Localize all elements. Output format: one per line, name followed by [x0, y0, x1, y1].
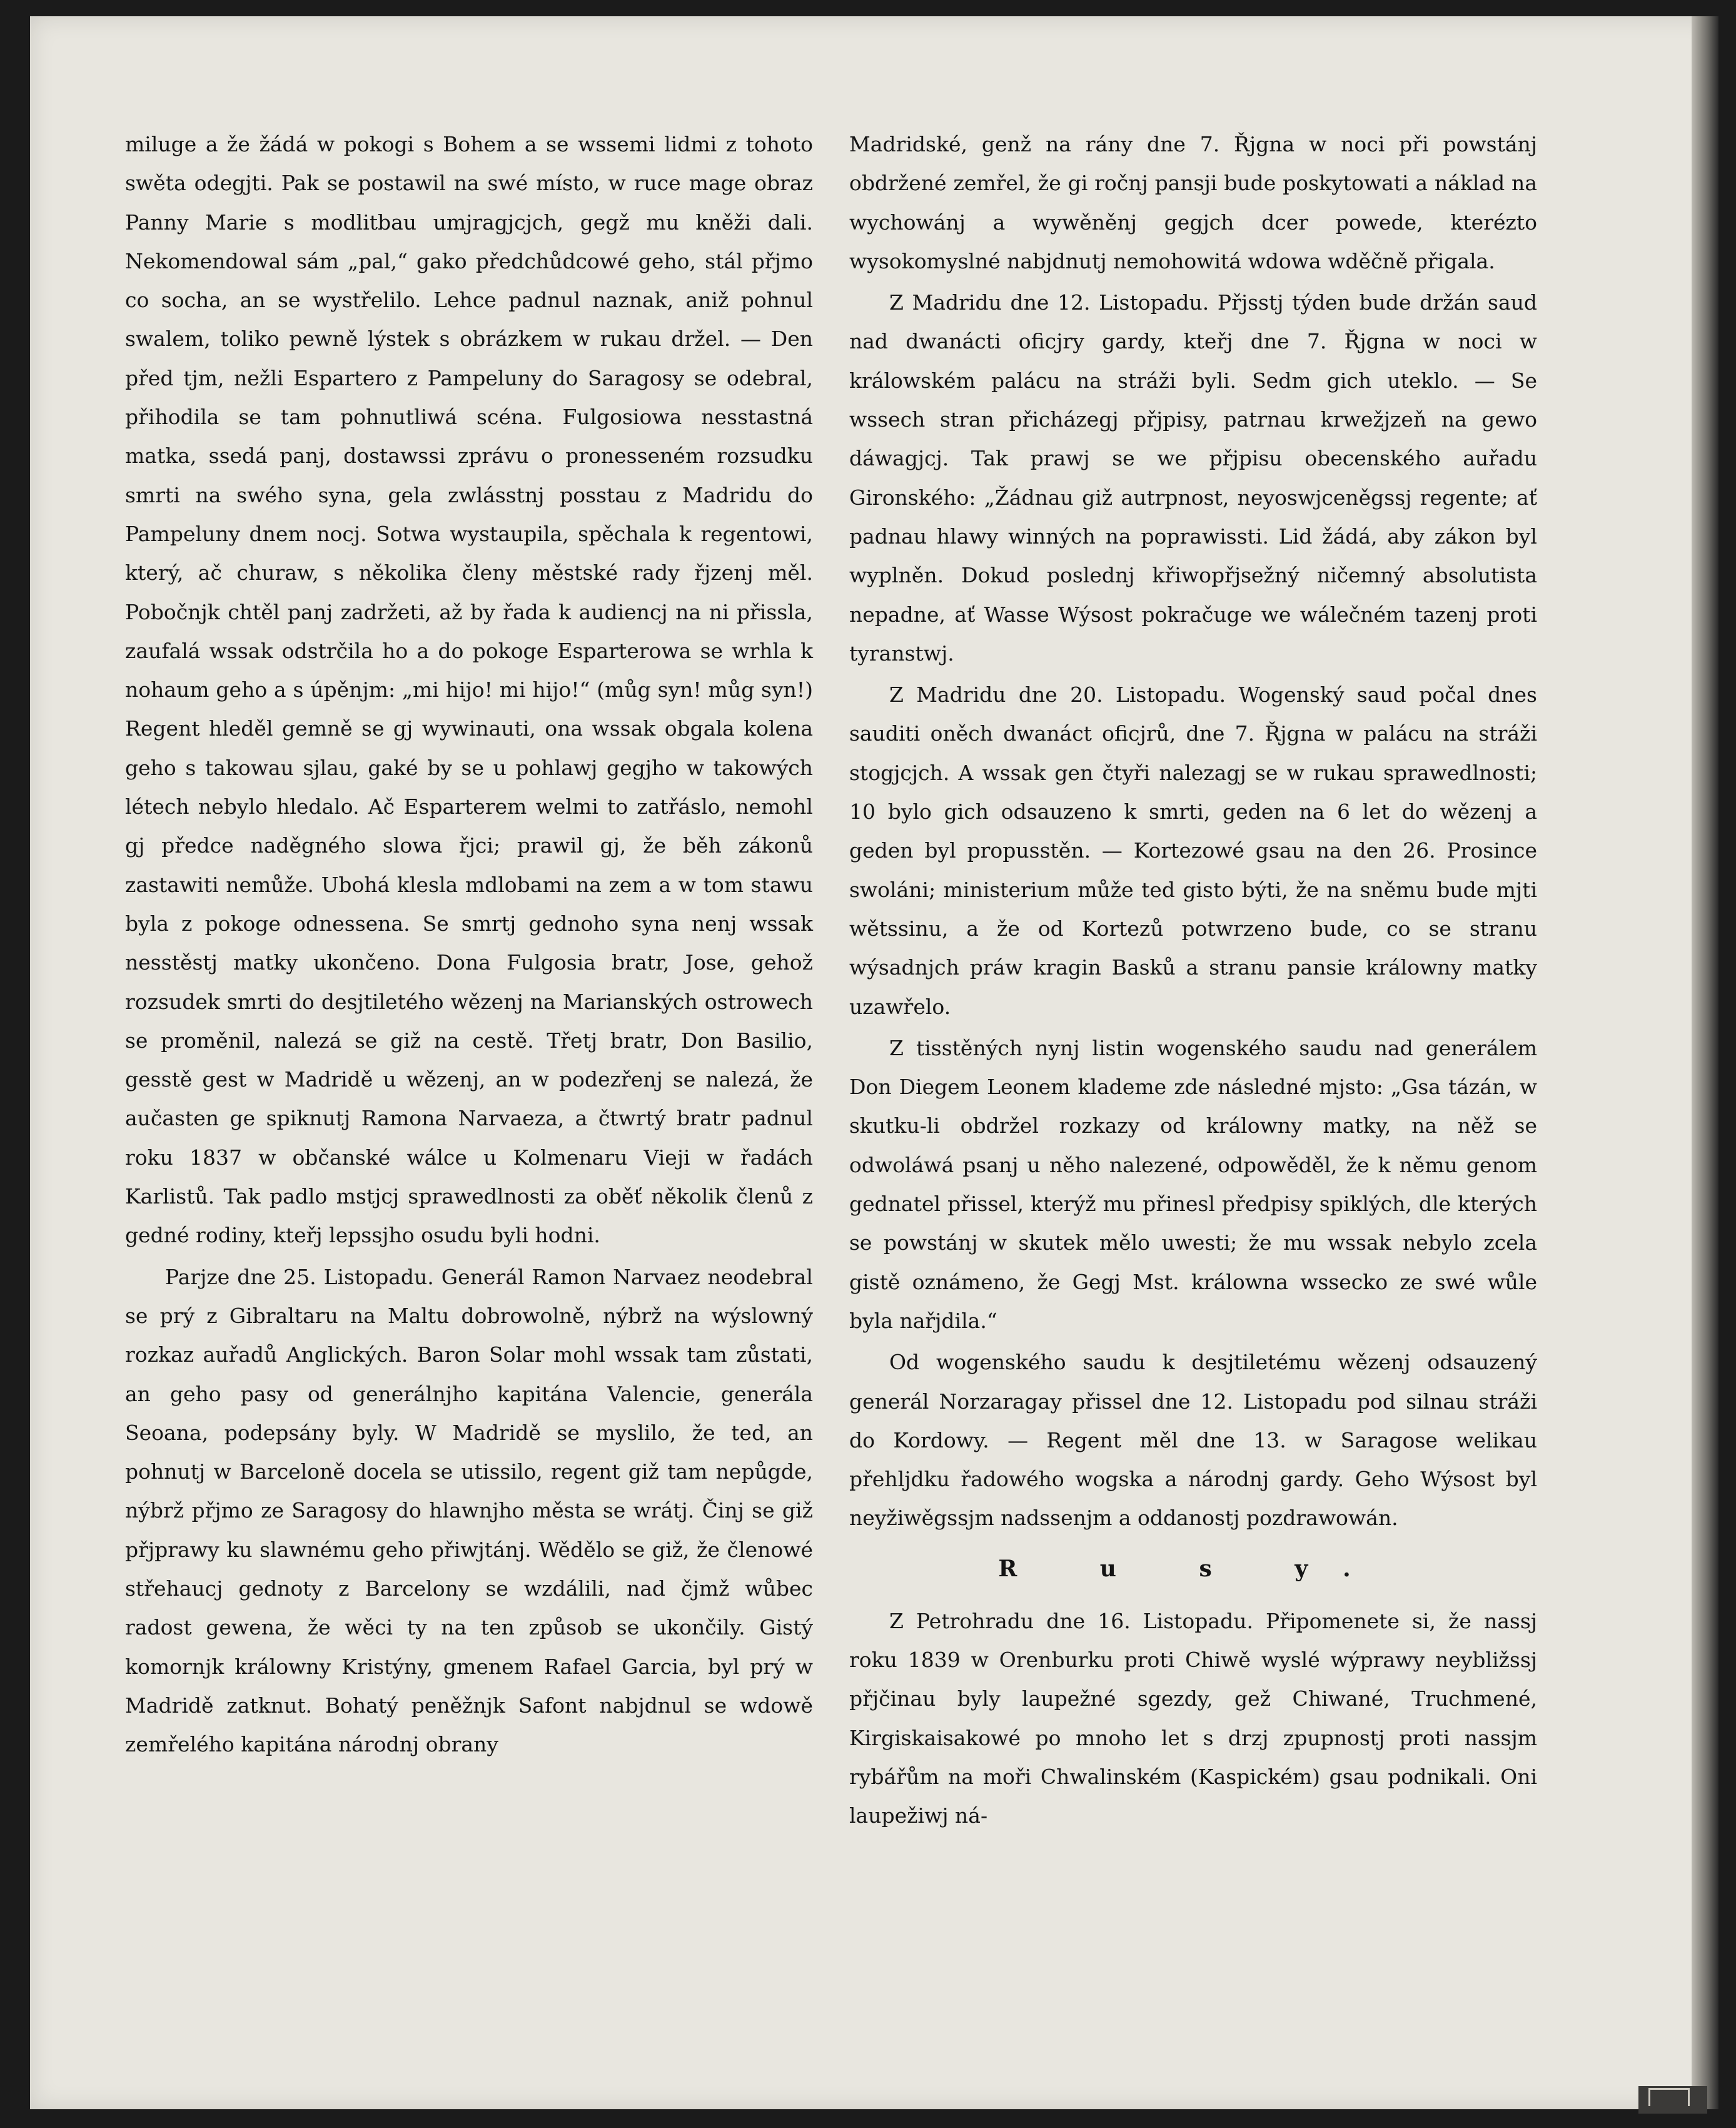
article-paragraph: Od wogenského saudu k desjtiletému wězenj odsauzený generál Norzaragay přissel dne 12. Listopadu pod silnau stráži do Kordowy. — Regent měl dne 13. w Saragose welikau přehljdku řadowého wogska a národnj gardy. Geho Wýsost byl neyžiwěgssjm nadssenjm a oddanostj pozdrawowán.	[849, 1350, 1537, 1531]
page-edge-shadow	[1692, 16, 1718, 2109]
article-paragraph: miluge a že žádá w pokogi s Bohem a se wssemi lidmi z tohoto swěta odegjti. Pak se postawil na swé místo, w ruce mage obraz Panny Marie s modlitbau umjragjcjch, gegž mu kněži dali. Nekomendowal sám „pal,“ gako předchůdcowé geho, stál přjmo co socha, an se wystřelilo. Lehce padnul naznak, aniž pohnul swalem, toliko pewně lýstek s obrázkem w rukau držel. — Den před tjm, nežli Espartero z Pampeluny do Saragosy se odebral, přihodila se tam pohnutliwá scéna. Fulgosiowa nesstastná matka, ssedá panj, dostawssi zprávu o pronesseném rozsudku smrti na swého syna, gela zwlásstnj posstau z Madridu do Pampeluny dnem nocj. Sotwa wystaupila, spěchala k regentowi, který, ač churaw, s několika členy městské rady řjzenj měl. Pobočnjk chtěl panj zadržeti, až by řada k audiencj na ni přissla, zaufalá wssak odstrčila ho a do pokoge Esparterowa se wrhla k nohaum geho a s úpěnjm: „mi hijo! mi hijo!“ (můg syn! můg syn!) Regent hleděl gemně se gj wywinauti, ona wssak obgala kolena geho s takowau sjlau, gaké by se u pohlawj gegjho w takowých létech nebylo hledalo. Ač Esparterem welmi to zatřáslo, nemohl gj předce naděgného slowa řjci; prawil gj, že běh zákonů zastawiti nemůže. Ubohá klesla mdlobami na zem a w tom stawu byla z pokoge odnessena. Se smrtj gednoho syna nenj wssak nesstěstj matky ukončeno. Dona Fulgosia bratr, Jose, gehož rozsudek smrti do desjtiletého wězenj na Marianských ostrowech se proměnil, nalezá se giž na cestě. Třetj bratr, Don Basilio, gesstě gest w Madridě u wězenj, an w podezřenj se nalezá, že aučasten ge spiknutj Ramona Narvaeza, a čtwrtý bratr padnul roku 1837 w občanské wálce u Kolmenaru Vieji w řadách Karlistů. Tak padlo mstjcj sprawedlnosti za oběť několik členů z gedné rodiny, kteřj lepssjho osudu byli hodni.	[125, 132, 813, 1248]
scanner-corner-mark	[1648, 2088, 1690, 2106]
article-paragraph: Madridské, genž na rány dne 7. Řjgna w noci při powstánj obdržené zemřel, že gi ročnj pansji bude poskytowati a náklad na wychowánj a wywěněnj gegjch dcer powede, kterézto wysokomyslné nabjdnutj nemohowitá wdowa wděčně přigala.	[849, 132, 1537, 273]
article-paragraph: Z tisstěných nynj listin wogenského saudu nad generálem Don Diegem Leonem klademe zde následné mjsto: „Gsa tázán, w skutku-li obdržel rozkazy od králowny matky, na něž se odwoláwá psanj u něho nalezené, odpowěděl, že k němu genom gednatel přissel, kterýž mu přinesl předpisy spiklých, dle kterých se powstánj w skutek mělo uwesti; že mu wssak nebylo zcela gistě oznámeno, že Gegj Mst. králowna wssecko ze swé wůle byla nařjdila.“	[849, 1035, 1537, 1333]
right-text-column	[849, 125, 1537, 1838]
article-paragraph: Z Petrohradu dne 16. Listopadu. Připomenete si, že nassj roku 1839 w Orenburku proti Chiwě wyslé wýprawy neybližssj přjčinau byly laupežné sgezdy, gež Chiwané, Truchmené, Kirgiskaisakowé po mnoho let s drzj zpupnostj proti nassjm rybářům na moři Chwalinském (Kaspickém) gsau podnikali. Oni laupežiwj ná-	[849, 1608, 1537, 1828]
article-paragraph: Parjze dne 25. Listopadu. Generál Ramon Narvaez neodebral se prý z Gibraltaru na Maltu dobrowolně, nýbrž na wýslowný rozkaz auřadů Anglických. Baron Solar mohl wssak tam zůstati, an geho pasy od generálnjho kapitána Valencie, generála Seoana, podepsány byly. W Madridě se myslilo, že ted, an pohnutj w Barceloně docela se utissilo, regent giž tam nepůgde, nýbrž přjmo ze Saragosy do hlawnjho města se wrátj. Činj se giž přjprawy ku slawnému geho přiwjtánj. Wědělo se giž, že členowé střehaucj gednoty z Barcelony se wzdálili, nad čjmž wůbec radost gewena, že wěci ty na ten způsob se ukončily. Gistý komornjk králowny Kristýny, gmenem Rafael Garcia, byl prý w Madridě zatknut. Bohatý peněžnjk Safont nabjdnul se wdowě zemřelého kapitána národnj obrany	[125, 1264, 813, 1757]
section-heading: R u s y.	[998, 1555, 1388, 1582]
article-paragraph: Z Madridu dne 20. Listopadu. Wogenský saud počal dnes sauditi oněch dwanáct oficjrů, dne 7. Řjgna w palácu na stráži stogjcjch. A wssak gen čtyři nalezagj se w rukau sprawedlnosti; 10 bylo gich odsauzeno k smrti, geden na 6 let do wězenj a geden byl propusstěn. — Kortezowé gsau na den 26. Prosince swoláni; ministerium může ted gisto býti, že na sněmu bude mjti wětssinu, a že od Kortezů potwrzeno bude, co se stranu wýsadnjch práw kragin Basků a stranu pansie králowny matky uzawřelo.	[849, 682, 1537, 1019]
left-text-column	[125, 125, 813, 1766]
article-paragraph: Z Madridu dne 12. Listopadu. Přjsstj týden bude držán saud nad dwanácti oficjry gardy, kteřj dne 7. Řjgna w noci w králowském palácu na stráži byli. Sedm gich uteklo. — Se wssech stran přicházegj přjpisy, patrnau krwežjzeň na gewo dáwagjcj. Tak prawj se we přjpisu obecenského auřadu Gironského: „Žádnau giž autrpnost, neyoswjceněgssj regente; ať padnau hlawy winných na poprawissti. Lid žádá, aby zákon byl wyplněn. Dokud poslednj křiwopřjsežný ničemný absolutista nepadne, ať Wasse Wýsost pokračuge we wálečném tazenj proti tyranstwj.	[849, 290, 1537, 666]
